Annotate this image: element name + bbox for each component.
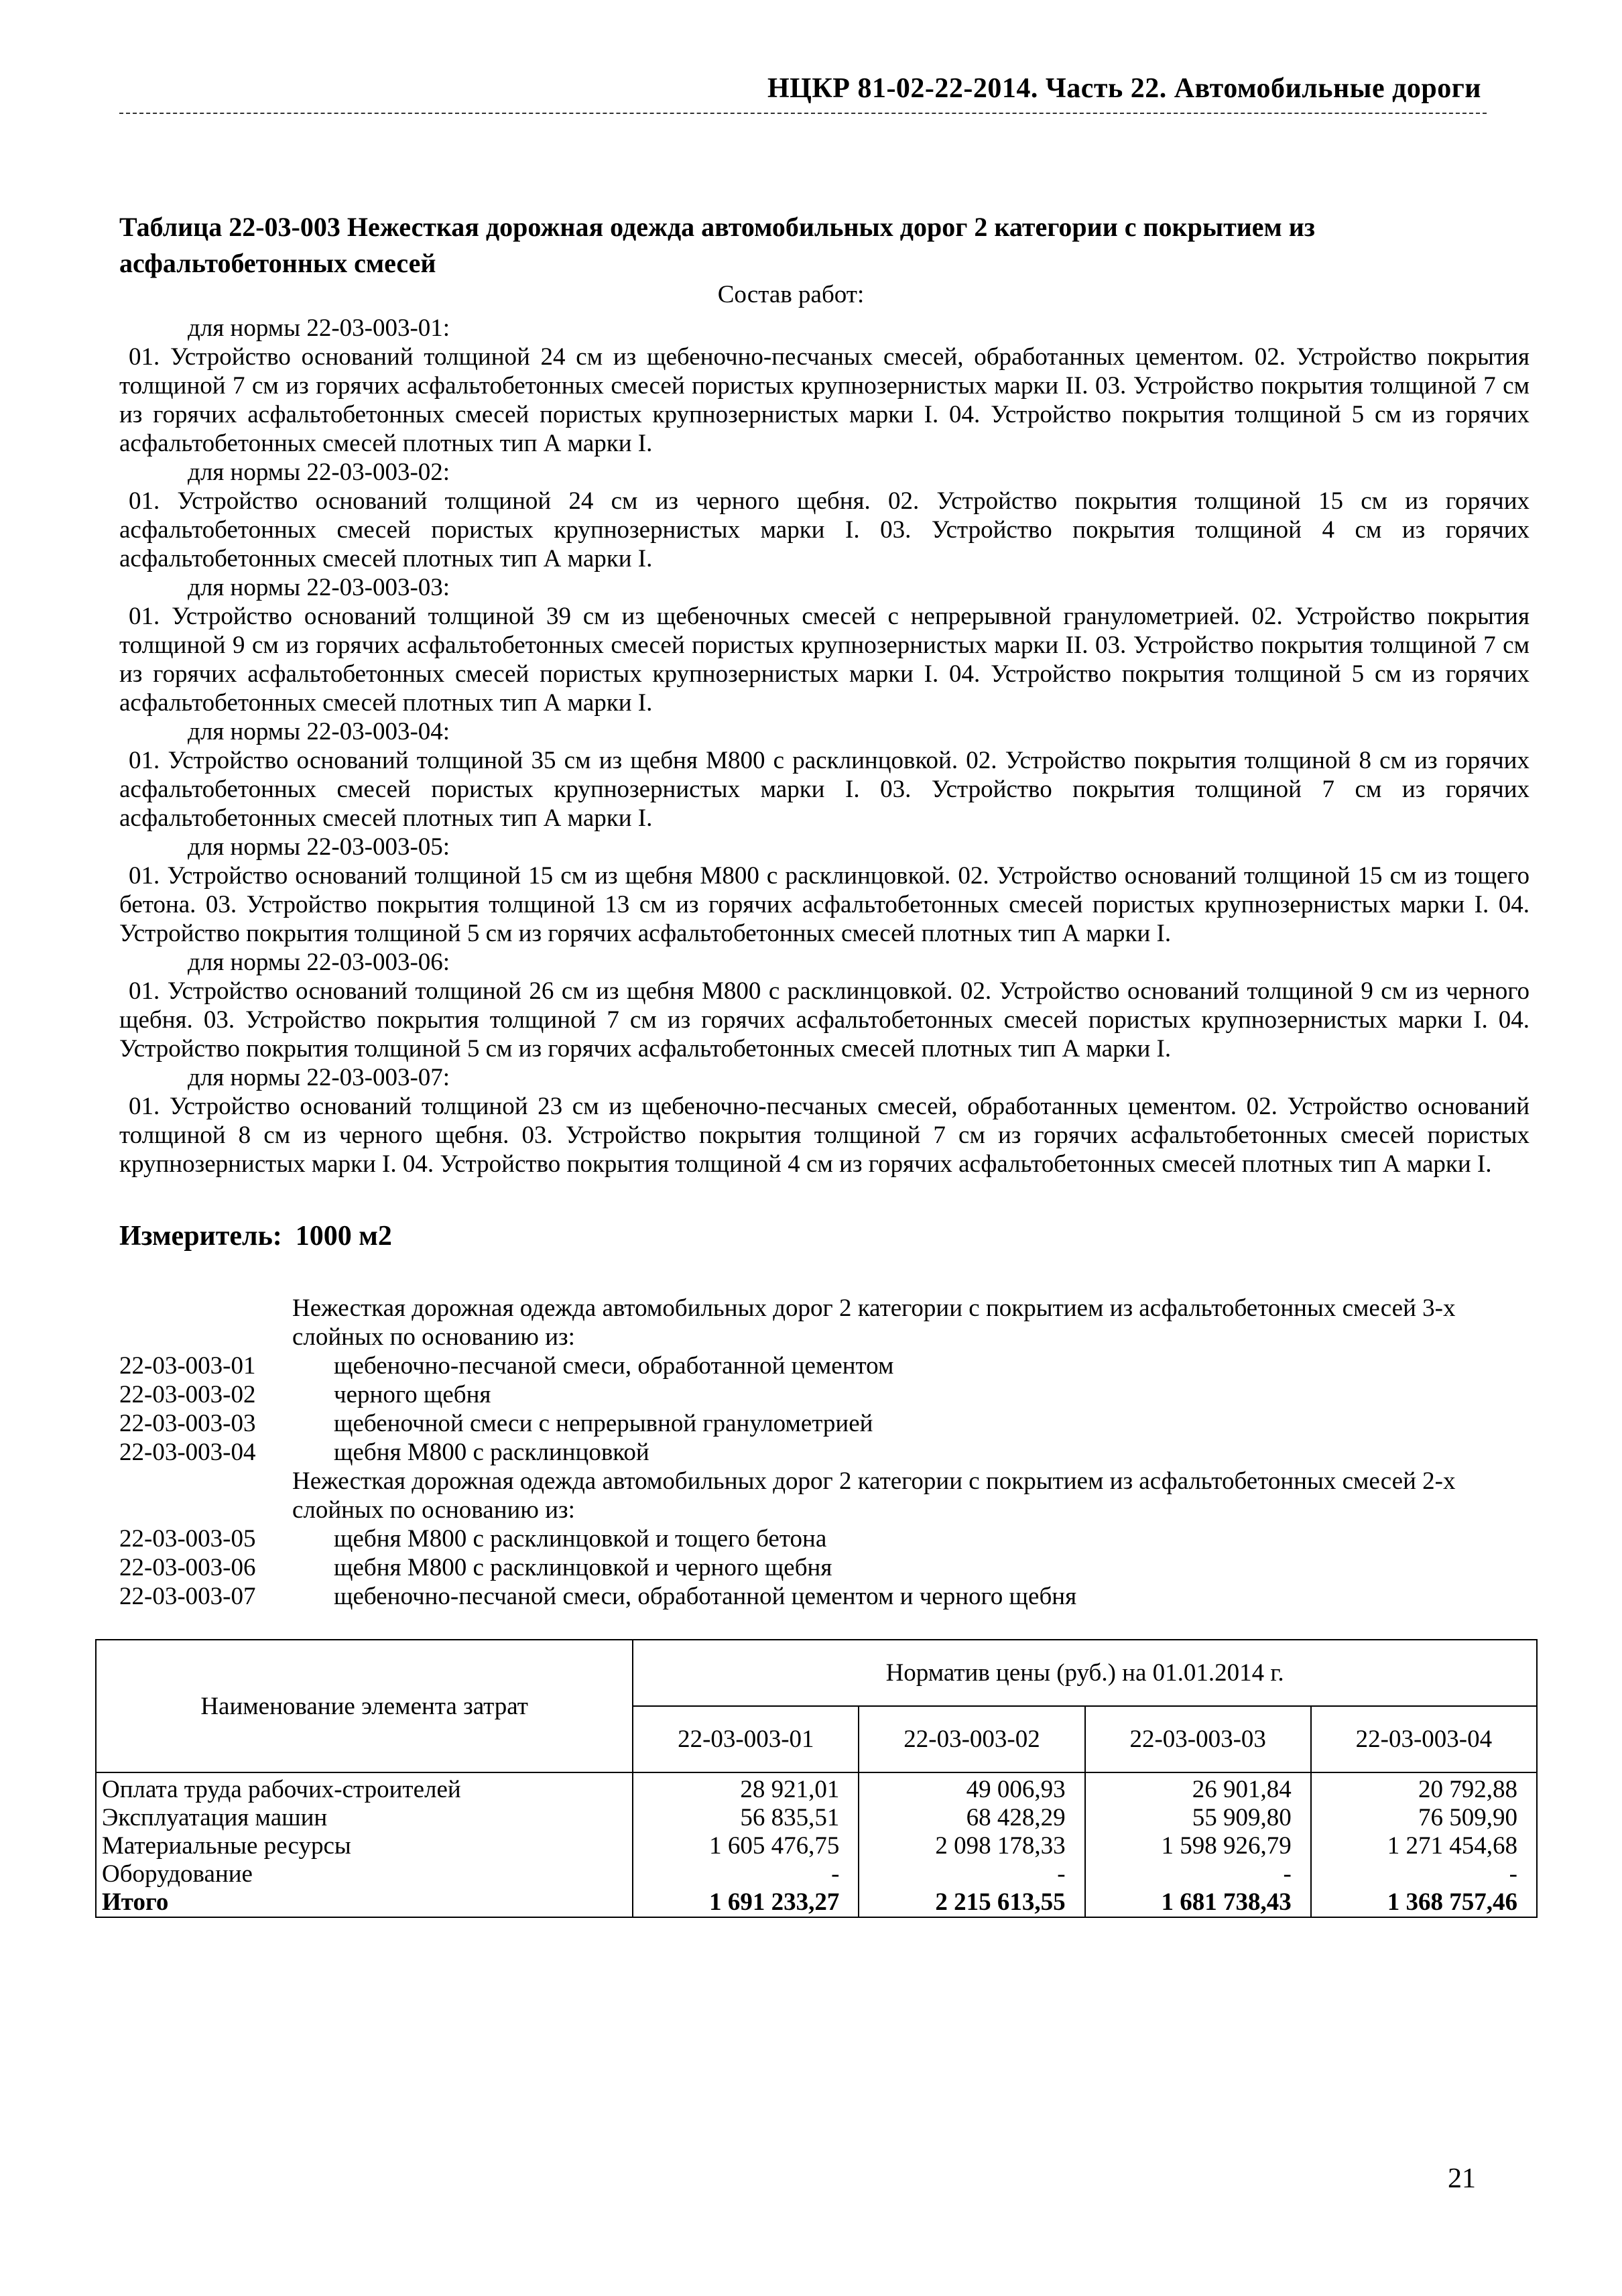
column-header-code: 22-03-003-01: [633, 1706, 859, 1772]
table-total-row: [96, 1888, 1537, 1917]
cell-value: 28 921,01: [633, 1772, 859, 1804]
row-name: Материальные ресурсы: [96, 1832, 633, 1860]
total-value: 1 691 233,27: [633, 1888, 859, 1917]
table-row: [96, 1860, 1537, 1888]
header-divider: [119, 113, 1487, 114]
variants-list: [119, 1294, 1534, 1611]
row-name: Оплата труда рабочих-строителей: [96, 1772, 633, 1804]
page-number: 21: [1448, 2163, 1476, 2194]
cell-value: 1 605 476,75: [633, 1832, 859, 1860]
norm-label: для нормы 22-03-003-01:: [188, 314, 450, 342]
cell-value: -: [859, 1860, 1084, 1888]
variant-row: [119, 1582, 1534, 1611]
variant-name: щебеночно-песчаной смеси, обработанной цементом и черного щебня: [334, 1583, 1077, 1610]
composition-heading: Состав работ:: [717, 281, 865, 308]
cell-value: 1 598 926,79: [1085, 1832, 1311, 1860]
norm-text: 01. Устройство оснований толщиной 23 см из щебеночно-песчаных смесей, обработанных цементом. 02. Устройство оснований толщиной 8 см из черного щебня. 03. Устройство покрытия толщиной 7 см из горячих асфальтобетонных смесей пористых крупнозернистых марки I. 04. Устройство покрытия толщиной 4 см из горячих асфальтобетонных смесей плотных тип А марки I.: [119, 1093, 1530, 1178]
norm-label: для нормы 22-03-003-07:: [188, 1064, 450, 1091]
variant-name: щебня М800 с расклинцовкой и тощего бетона: [334, 1525, 827, 1553]
variant-code: 22-03-003-03: [119, 1410, 256, 1437]
variant-code: 22-03-003-01: [119, 1352, 256, 1380]
table-header-row: [96, 1640, 1537, 1706]
variant-code: 22-03-003-05: [119, 1525, 256, 1553]
table-title: Таблица 22-03-003 Нежесткая дорожная одежда автомобильных дорог 2 категории с покрытием из асфальтобетонных смесей: [119, 212, 1315, 278]
norm-text: 01. Устройство оснований толщиной 26 см из щебня М800 с расклинцовкой. 02. Устройство оснований толщиной 9 см из черного щебня. 03. Устройство покрытия толщиной 7 см из горячих асфальтобетонных смесей пористых крупнозернистых марки I. 04. Устройство покрытия толщиной 5 см из горячих асфальтобетонных смесей плотных тип А марки I.: [119, 977, 1530, 1063]
cell-value: 20 792,88: [1311, 1772, 1537, 1804]
norm-label: для нормы 22-03-003-06:: [188, 949, 450, 976]
cell-value: 55 909,80: [1085, 1804, 1311, 1832]
cell-value: -: [633, 1860, 859, 1888]
cell-value: 26 901,84: [1085, 1772, 1311, 1804]
norm-label: для нормы 22-03-003-04:: [188, 718, 450, 745]
variant-code: 22-03-003-04: [119, 1439, 256, 1466]
cell-value: 2 098 178,33: [859, 1832, 1084, 1860]
cell-value: 76 509,90: [1311, 1804, 1537, 1832]
row-name: Эксплуатация машин: [96, 1804, 633, 1832]
norm-text: 01. Устройство оснований толщиной 24 см из щебеночно-песчаных смесей, обработанных цементом. 02. Устройство покрытия толщиной 7 см из горячих асфальтобетонных смесей пористых крупнозернистых марки II. 03. Устройство покрытия толщиной 7 см из горячих асфальтобетонных смесей пористых крупнозернистых марки I. 04. Устройство покрытия толщиной 5 см из горячих асфальтобетонных смесей плотных тип А марки I.: [119, 343, 1530, 457]
cost-table: [95, 1639, 1538, 1918]
norm-text: 01. Устройство оснований толщиной 35 см из щебня М800 с расклинцовкой. 02. Устройство покрытия толщиной 8 см из горячих асфальтобетонных смесей пористых крупнозернистых марки I. 03. Устройство покрытия толщиной 7 см из горячих асфальтобетонных смесей плотных тип А марки I.: [119, 747, 1530, 832]
column-header-code: 22-03-003-03: [1085, 1706, 1311, 1772]
cell-value: -: [1311, 1860, 1537, 1888]
running-header: НЦКР 81-02-22-2014. Часть 22. Автомобильные дороги: [767, 73, 1481, 104]
variant-name: щебня М800 с расклинцовкой: [334, 1439, 649, 1466]
variant-code: 22-03-003-07: [119, 1583, 256, 1610]
variant-row: [119, 1409, 1534, 1438]
norm-text: 01. Устройство оснований толщиной 24 см из черного щебня. 02. Устройство покрытия толщиной 15 см из горячих асфальтобетонных смесей пористых крупнозернистых марки I. 03. Устройство покрытия толщиной 4 см из горячих асфальтобетонных смесей плотных тип А марки I.: [119, 487, 1530, 572]
total-value: 2 215 613,55: [859, 1888, 1084, 1917]
variant-group-title: Нежесткая дорожная одежда автомобильных дорог 2 категории с покрытием из асфальтобетонных смесей 2-х слойных по основанию из:: [292, 1467, 1456, 1524]
norm-label: для нормы 22-03-003-02:: [188, 459, 450, 486]
cell-value: 68 428,29: [859, 1804, 1084, 1832]
composition-norms: [119, 314, 1530, 1179]
variant-name: щебеночно-песчаной смеси, обработанной цементом: [334, 1352, 894, 1380]
cell-value: -: [1085, 1860, 1311, 1888]
column-header-price: Норматив цены (руб.) на 01.01.2014 г.: [633, 1640, 1537, 1706]
variant-row: [119, 1524, 1534, 1553]
norm-label: для нормы 22-03-003-05:: [188, 833, 450, 861]
norm-text: 01. Устройство оснований толщиной 39 см из щебеночных смесей с непрерывной гранулометрией. 02. Устройство покрытия толщиной 9 см из горячих асфальтобетонных смесей пористых крупнозернистых марки II. 03. Устройство покрытия толщиной 7 см из горячих асфальтобетонных смесей пористых крупнозернистых марки I. 04. Устройство покрытия толщиной 5 см из горячих асфальтобетонных смесей плотных тип А марки I.: [119, 603, 1530, 717]
cell-value: 1 271 454,68: [1311, 1832, 1537, 1860]
variant-code: 22-03-003-06: [119, 1554, 256, 1581]
column-header-code: 22-03-003-02: [859, 1706, 1084, 1772]
table-row: [96, 1804, 1537, 1832]
variant-code: 22-03-003-02: [119, 1381, 256, 1408]
meter-label: Измеритель:: [119, 1221, 282, 1252]
variant-name: щебня М800 с расклинцовкой и черного щебня: [334, 1554, 832, 1581]
cell-value: 49 006,93: [859, 1772, 1084, 1804]
variant-group-title: Нежесткая дорожная одежда автомобильных дорог 2 категории с покрытием из асфальтобетонных смесей 3-х слойных по основанию из:: [292, 1294, 1456, 1351]
meter-value: 1000 м2: [295, 1221, 392, 1252]
variant-row: [119, 1380, 1534, 1409]
table-row: [96, 1772, 1537, 1804]
total-value: 1 368 757,46: [1311, 1888, 1537, 1917]
variant-name: черного щебня: [334, 1381, 491, 1408]
variant-row: [119, 1553, 1534, 1582]
norm-label: для нормы 22-03-003-03:: [188, 574, 450, 601]
cell-value: 56 835,51: [633, 1804, 859, 1832]
variant-row: [119, 1351, 1534, 1380]
row-name: Оборудование: [96, 1860, 633, 1888]
column-header-cost-element: Наименование элемента затрат: [96, 1640, 633, 1772]
norm-text: 01. Устройство оснований толщиной 15 см из щебня М800 с расклинцовкой. 02. Устройство оснований толщиной 15 см из тощего бетона. 03. Устройство покрытия толщиной 13 см из горячих асфальтобетонных смесей пористых крупнозернистых марки I. 04. Устройство покрытия толщиной 5 см из горячих асфальтобетонных смесей плотных тип А марки I.: [119, 862, 1530, 947]
table-row: [96, 1832, 1537, 1860]
total-label: Итого: [96, 1888, 633, 1917]
variant-name: щебеночной смеси с непрерывной гранулометрией: [334, 1410, 873, 1437]
meter-line: [119, 1220, 392, 1252]
column-header-code: 22-03-003-04: [1311, 1706, 1537, 1772]
total-value: 1 681 738,43: [1085, 1888, 1311, 1917]
variant-row: [119, 1438, 1534, 1467]
